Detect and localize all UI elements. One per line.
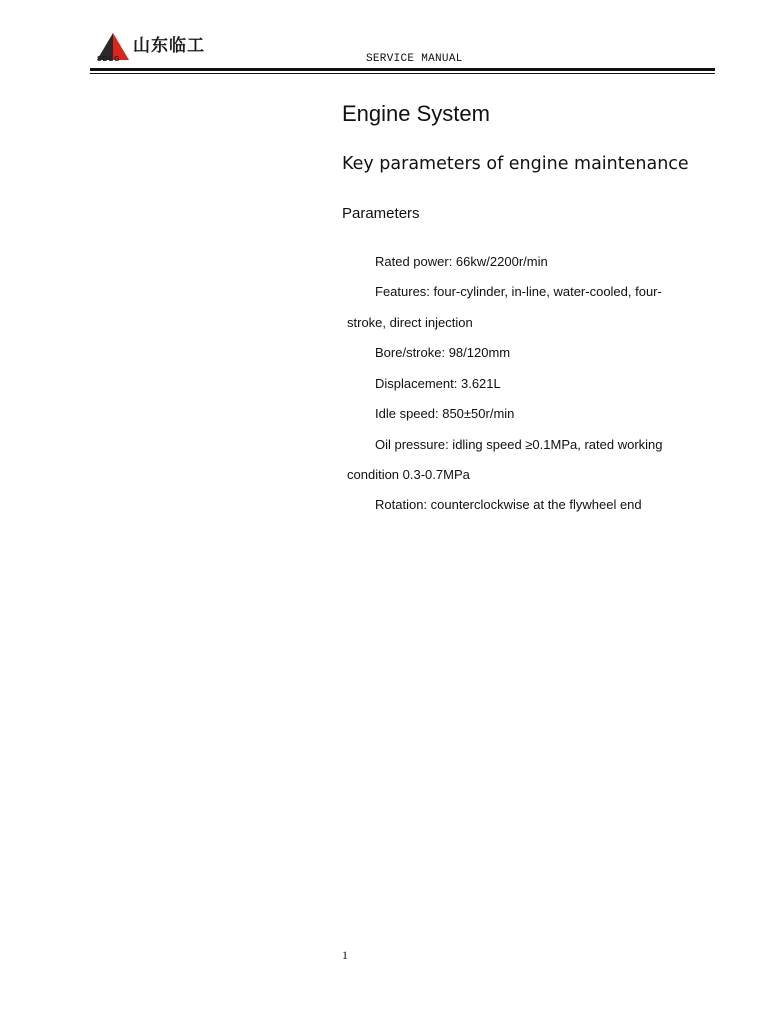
subsection-heading: Key parameters of engine maintenance	[342, 154, 689, 174]
param-features-cont: stroke, direct injection	[347, 315, 473, 330]
page-number: 1	[342, 948, 348, 962]
header-rule-thick	[90, 68, 715, 71]
header-title: SERVICE MANUAL	[366, 53, 463, 65]
param-oil-pressure: Oil pressure: idling speed ≥0.1MPa, rated working	[375, 437, 663, 452]
param-oil-pressure-cont: condition 0.3-0.7MPa	[347, 467, 470, 482]
brand-sub: SDLG	[97, 56, 121, 63]
brand-text: 山东临工	[133, 36, 205, 56]
param-displacement: Displacement: 3.621L	[375, 376, 501, 391]
param-features: Features: four-cylinder, in-line, water-cooled, four-	[375, 284, 662, 299]
param-rotation: Rotation: counterclockwise at the flywheel end	[375, 497, 642, 512]
parameters-heading: Parameters	[342, 205, 420, 222]
param-idle-speed: Idle speed: 850±50r/min	[375, 406, 515, 421]
param-rated-power: Rated power: 66kw/2200r/min	[375, 254, 548, 269]
header-rule-thin	[90, 73, 715, 74]
param-bore-stroke: Bore/stroke: 98/120mm	[375, 345, 511, 360]
company-logo	[96, 32, 228, 68]
section-heading: Engine System	[342, 101, 490, 126]
